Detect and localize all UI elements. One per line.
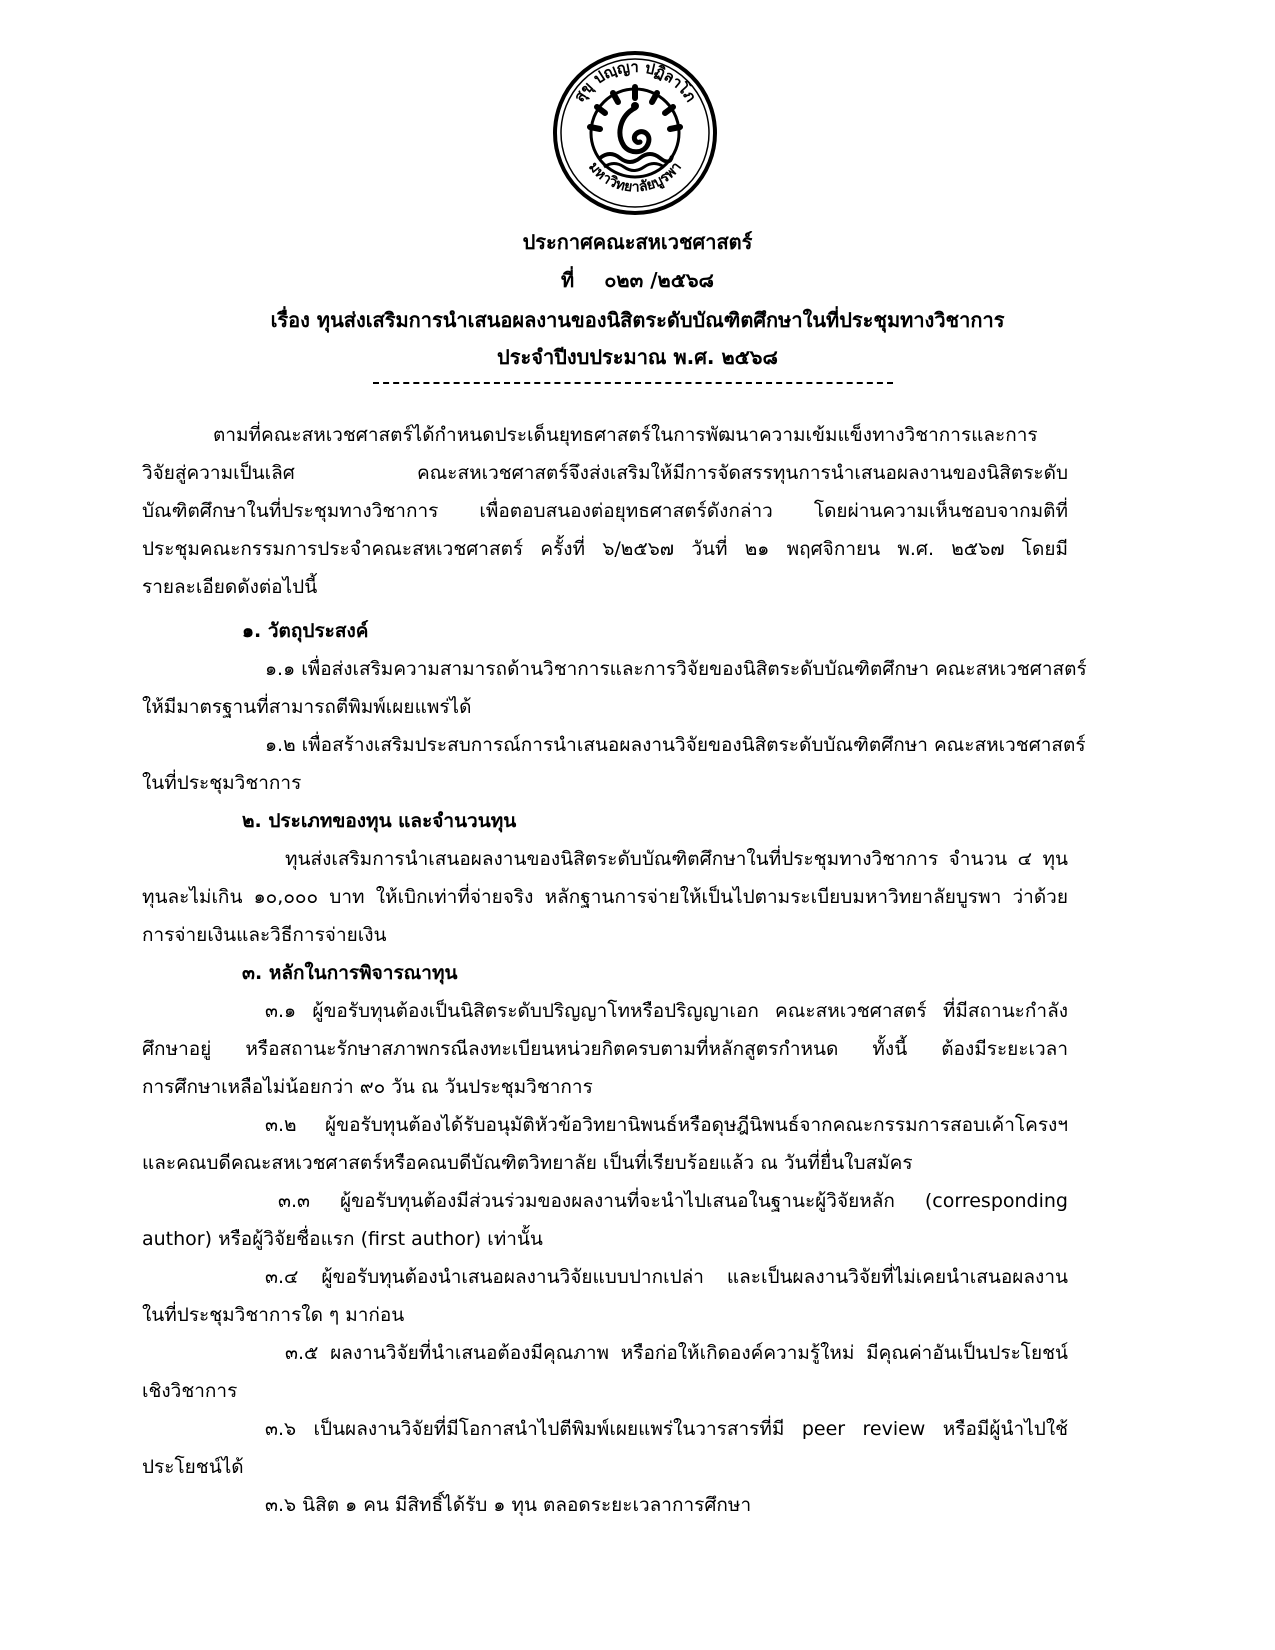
item-1-1-cont: ให้มีมาตรฐานที่สามารถตีพิมพ์เผยแพร่ได้ xyxy=(142,696,472,718)
number-label: ที่ xyxy=(561,268,575,292)
intro-line: บัณฑิตศึกษาในที่ประชุมทางวิชาการ เพื่อตอบสนองต่อยุทธศาสตร์ดังกล่าว โดยผ่านความเห็นชอบจากมติที่ xyxy=(142,500,1068,522)
announcement-subject: เรื่อง ทุนส่งเสริมการนำเสนอผลงานของนิสิตระดับบัณฑิตศึกษาในที่ประชุมทางวิชาการ xyxy=(270,308,1005,332)
announcement-number xyxy=(0,268,1275,292)
seal-top-text: สุขุ ปญฺญา ปฏิลาโภ xyxy=(570,58,700,106)
intro-line: ตามที่คณะสหเวชศาสตร์ได้กำหนดประเด็นยุทธศาสตร์ในการพัฒนาความเข้มแข็งทางวิชาการและการ xyxy=(213,424,1038,446)
item-3-6-cont: ประโยชน์ได้ xyxy=(142,1456,244,1478)
intro-line: วิจัยสู่ความเป็นเลิศ คณะสหเวชศาสตร์จึงส่งเสริมให้มีการจัดสรรทุนการนำเสนอผลงานของนิสิตระดับ xyxy=(142,462,1068,484)
section-2-heading: ๒. ประเภทของทุน และจำนวนทุน xyxy=(242,810,517,832)
item-1-2-cont: ในที่ประชุมวิชาการ xyxy=(142,772,302,794)
item-3-5-cont: เชิงวิชาการ xyxy=(142,1380,238,1402)
item-3-4: ๓.๔ ผู้ขอรับทุนต้องนำเสนอผลงานวิจัยแบบปากเปล่า และเป็นผลงานวิจัยที่ไม่เคยนำเสนอผลงาน xyxy=(265,1266,1068,1288)
item-3-6b: ๓.๖ นิสิต ๑ คน มีสิทธิ์ได้รับ ๑ ทุน ตลอดระยะเวลาการศึกษา xyxy=(265,1494,752,1516)
item-3-3: ๓.๓ ผู้ขอรับทุนต้องมีส่วนร่วมของผลงานที่จะนำไปเสนอในฐานะผู้วิจัยหลัก (corresponding xyxy=(278,1190,1068,1212)
item-3-4-cont: ในที่ประชุมวิชาการใด ๆ มาก่อน xyxy=(142,1304,405,1326)
section-2-body: การจ่ายเงินและวิธีการจ่ายเงิน xyxy=(142,924,387,946)
number-value: ๐๒๓ /๒๕๖๘ xyxy=(604,268,714,292)
announcement-title: ประกาศคณะสหเวชศาสตร์ xyxy=(522,230,753,254)
fiscal-year: ประจำปีงบประมาณ พ.ศ. ๒๕๖๘ xyxy=(497,345,778,369)
item-3-1-cont: การศึกษาเหลือไม่น้อยกว่า ๙๐ วัน ณ วันประชุมวิชาการ xyxy=(142,1076,593,1098)
item-3-1-cont: ศึกษาอยู่ หรือสถานะรักษาสภาพกรณีลงทะเบียนหน่วยกิตครบตามที่หลักสูตรกำหนด ทั้งนี้ ต้องมีระยะเวลา xyxy=(142,1038,1068,1060)
header-divider xyxy=(373,382,893,384)
section-2-body: ทุนส่งเสริมการนำเสนอผลงานของนิสิตระดับบัณฑิตศึกษาในที่ประชุมทางวิชาการ จำนวน ๔ ทุน xyxy=(285,848,1068,870)
item-1-1: ๑.๑ เพื่อส่งเสริมความสามารถด้านวิชาการและการวิจัยของนิสิตระดับบัณฑิตศึกษา คณะสหเวชศาสตร์ xyxy=(265,658,1087,680)
section-3-heading: ๓. หลักในการพิจารณาทุน xyxy=(242,962,458,984)
seal-bottom-text: มหาวิทยาลัยบูรพา xyxy=(585,159,685,196)
item-1-2: ๑.๒ เพื่อสร้างเสริมประสบการณ์การนำเสนอผลงานวิจัยของนิสิตระดับบัณฑิตศึกษา คณะสหเวชศาสตร์ xyxy=(265,734,1086,756)
intro-line: รายละเอียดดังต่อไปนี้ xyxy=(142,576,318,598)
item-3-3-cont: author) หรือผู้วิจัยชื่อแรก (first author) เท่านั้น xyxy=(142,1228,543,1250)
item-3-2: ๓.๒ ผู้ขอรับทุนต้องได้รับอนุมัติหัวข้อวิทยานิพนธ์หรือดุษฎีนิพนธ์จากคณะกรรมการสอบเค้าโครงฯ xyxy=(265,1114,1068,1136)
section-2-body: ทุนละไม่เกิน ๑๐,๐๐๐ บาท ให้เบิกเท่าที่จ่ายจริง หลักฐานการจ่ายให้เป็นไปตามระเบียบมหาวิทยาลัยบูรพา ว่าด้วย xyxy=(142,886,1068,908)
university-seal-logo xyxy=(552,50,718,216)
intro-line: ประชุมคณะกรรมการประจำคณะสหเวชศาสตร์ ครั้งที่ ๖/๒๕๖๗ วันที่ ๒๑ พฤศจิกายน พ.ศ. ๒๕๖๗ โดยมี xyxy=(142,538,1068,560)
item-3-1: ๓.๑ ผู้ขอรับทุนต้องเป็นนิสิตระดับปริญญาโทหรือปริญญาเอก คณะสหเวชศาสตร์ ที่มีสถานะกำลัง xyxy=(265,1000,1068,1022)
item-3-2-cont: และคณบดีคณะสหเวชศาสตร์หรือคณบดีบัณฑิตวิทยาลัย เป็นที่เรียบร้อยแล้ว ณ วันที่ยื่นใบสมัคร xyxy=(142,1152,913,1174)
section-1-heading: ๑. วัตถุประสงค์ xyxy=(242,620,369,642)
item-3-6: ๓.๖ เป็นผลงานวิจัยที่มีโอกาสนำไปตีพิมพ์เผยแพร่ในวารสารที่มี peer review หรือมีผู้นำไปใช้ xyxy=(265,1418,1068,1440)
item-3-5: ๓.๕ ผลงานวิจัยที่นำเสนอต้องมีคุณภาพ หรือก่อให้เกิดองค์ความรู้ใหม่ มีคุณค่าอันเป็นประโยชน์ xyxy=(285,1342,1068,1364)
